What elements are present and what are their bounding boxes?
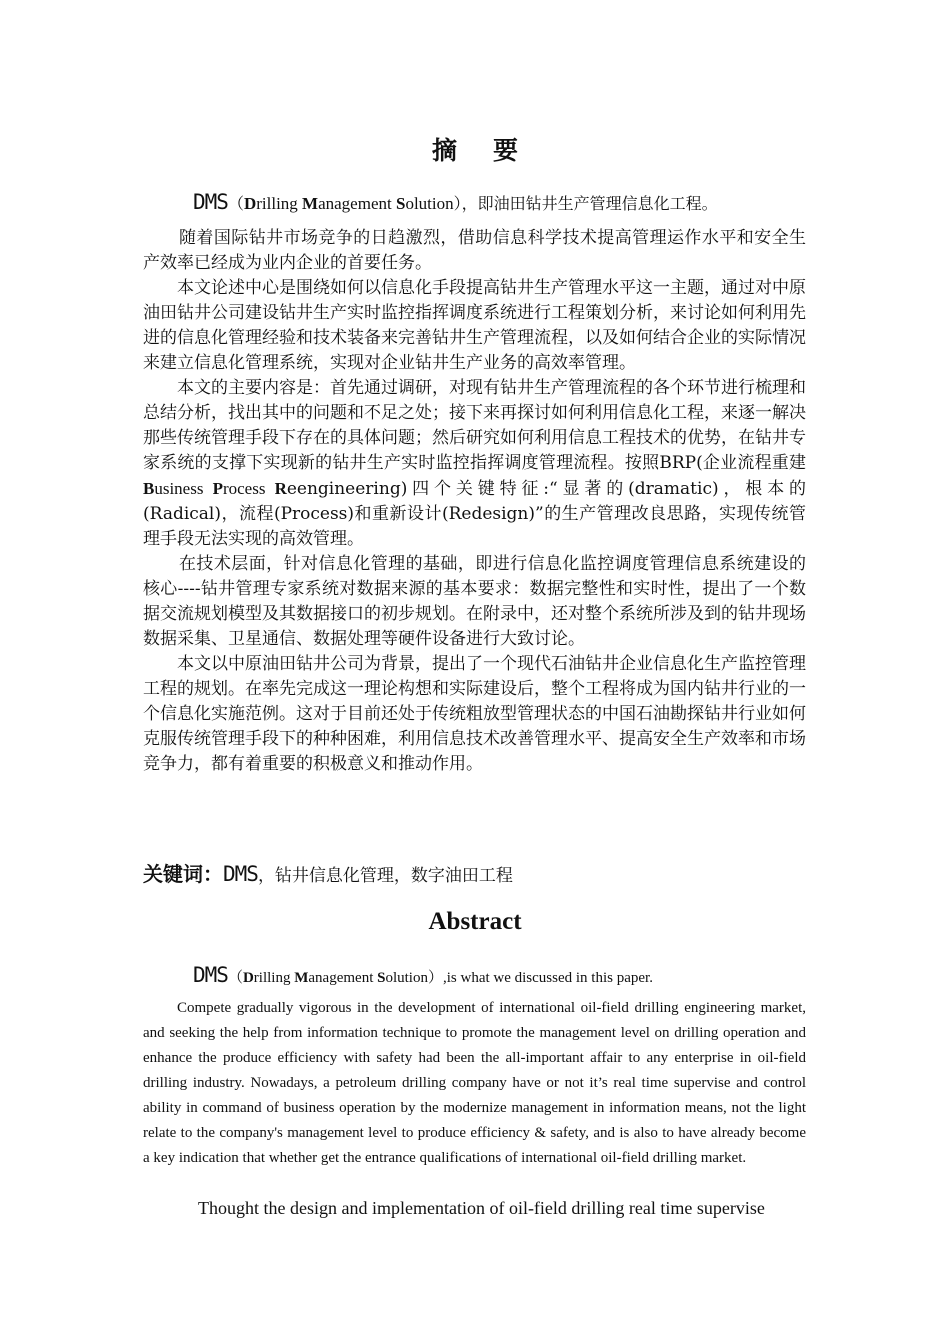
brp-term xyxy=(143,479,287,498)
word-usiness: usiness xyxy=(154,479,213,498)
dms-term-en: DMS xyxy=(193,963,228,987)
word-rocess: rocess xyxy=(222,479,275,498)
paragraph-en-1: Compete gradually vigorous in the development of international oil-field drilling engineering market, and seeking the help from information technique to promote the management level on drilling operation and enhance the produce efficiency with safety had been the all-important affair to any enterprise in oil-field drilling industry. Nowadays, a petroleum drilling company have or not it’s real time supervise and control ability in command of business operation by the modernize management in information means, not the light relate to the company's management level to produce efficiency & safety, and is also to have already become a key indication that whether get the entrance qualifications of international oil-field drilling market. xyxy=(143,1000,806,1166)
word-olution-en: olution xyxy=(385,970,428,986)
word-olution: olution xyxy=(405,194,454,213)
initial-p: P xyxy=(212,479,223,498)
paren-open: （ xyxy=(227,194,244,213)
abstract-intro-en xyxy=(193,960,653,993)
paragraph-3 xyxy=(143,376,806,552)
abstract-title-en: Abstract xyxy=(428,908,522,935)
abstract-body-cn xyxy=(143,226,806,777)
title-char-1: 摘 xyxy=(431,136,457,165)
paragraph-3-text: 本文的主要内容是：首先通过调研，对现有钻井生产管理流程的各个环节进行梳理和总结分析，找出其中的问题和不足之处；接下来再探讨如何利用信息化工程，来逐一解决那些传统管理手段下存在的具体问题；然后研究如何利用信息工程技术的优势，在钻井专家系统的支撑下实现新的钻井生产实时监控指挥调度管理流程。按照BRP(企业流程重建 xyxy=(143,378,806,473)
initial-m: M xyxy=(302,194,319,213)
abstract-intro-cn xyxy=(193,188,718,218)
intro-rest-en: ,is what we discussed in this paper. xyxy=(442,970,653,986)
word-anagement-en: anagement xyxy=(308,970,378,986)
keywords-line xyxy=(143,858,513,893)
drilling-term-en xyxy=(243,970,428,986)
drilling-term xyxy=(244,194,454,213)
paren-open-en: （ xyxy=(227,968,243,986)
keywords-label: 关键词： xyxy=(143,862,223,886)
initial-b: B xyxy=(143,479,155,498)
keywords-value: ，钻井信息化管理，数字油田工程 xyxy=(257,866,513,886)
paragraph-5: 本文以中原油田钻井公司为背景，提出了一个现代石油钻井企业信息化生产监控管理工程的规划。在率先完成这一理论构想和实际建设后，整个工程将成为国内钻井行业的一个信息化实施范例。这对于目前还处于传统粗放型管理状态的中国石油勘探钻井行业如何克服传统管理手段下的种种困难，利用信息技术改善管理水平、提高安全生产效率和市场竞争力，都有着重要的积极意义和推动作用。 xyxy=(143,654,806,774)
initial-d: D xyxy=(243,194,257,213)
intro-rest: ），即油田钻井生产管理信息化工程。 xyxy=(453,194,718,213)
initial-d-en: D xyxy=(242,970,254,986)
paragraph-en-2-start: Thought the design and implementation of oil-field drilling real time supervise xyxy=(198,1198,765,1218)
title-char-2: 要 xyxy=(493,136,519,165)
word-rilling-en: rilling xyxy=(253,970,295,986)
initial-m-en: M xyxy=(294,970,309,986)
paragraph-4: 在技术层面，针对信息化管理的基础，即进行信息化监控调度管理信息系统建设的核心----钻井管理专家系统对数据来源的基本要求：数据完整性和实时性，提出了一个数据交流规划模型及其数据接口的初步规划。在附录中，还对整个系统所涉及到的钻井现场数据采集、卫星通信、数据处理等硬件设备进行大致讨论。 xyxy=(143,554,806,649)
paren-close-en: ） xyxy=(427,968,443,986)
word-rilling: rilling xyxy=(256,194,303,213)
initial-s-en: S xyxy=(377,970,386,986)
initial-s: S xyxy=(395,194,406,213)
word-anagement: anagement xyxy=(318,194,396,213)
paragraph-2: 本文论述中心是围绕如何以信息化手段提高钻井生产管理水平这一主题，通过对中原油田钻井公司建设钻井生产实时监控指挥调度系统进行工程策划分析，来讨论如何利用先进的信息化管理经验和技术装备来完善钻井生产管理流程，以及如何结合企业的实际情况来建立信息化管理系统，实现对企业钻井生产业务的高效率管理。 xyxy=(143,278,806,373)
abstract-body-en xyxy=(143,996,806,1171)
paragraph-1: 随着国际钻井市场竞争的日趋激烈，借助信息科学技术提高管理运作水平和安全生产效率已经成为业内企业的首要任务。 xyxy=(143,228,806,273)
paragraph-3-tail: eengineering)四个关键特征:“显著的(dramatic)，根本的(Radical)，流程(Process)和重新设计(Redesign)”的生产管理改良思路，实现传统管理手段无法实现的高效管理。 xyxy=(143,479,807,549)
dms-term: DMS xyxy=(193,190,228,214)
initial-r: R xyxy=(274,479,287,498)
keyword-dms: DMS xyxy=(223,862,258,886)
abstract-title-cn xyxy=(0,134,950,168)
